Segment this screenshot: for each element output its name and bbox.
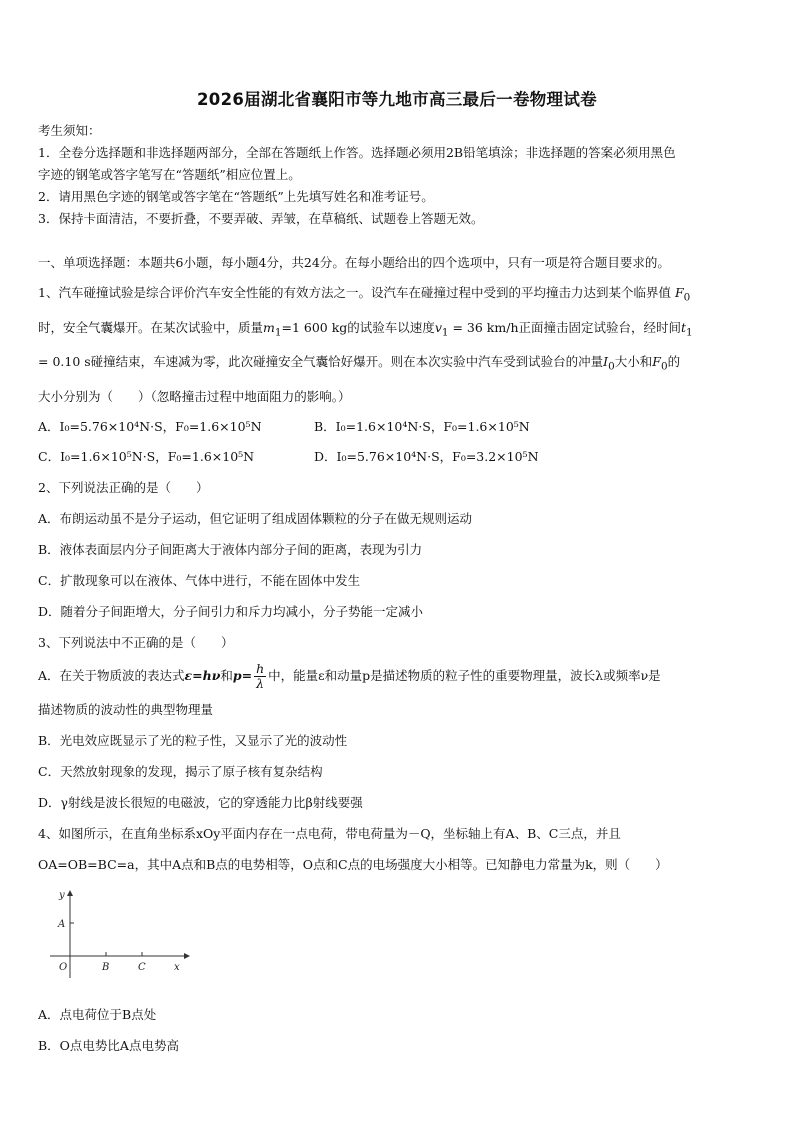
- x-axis-arrow-icon: [184, 953, 190, 959]
- q3-option-c[interactable]: C．天然放射现象的发现，揭示了原子核有复杂结构: [38, 763, 323, 779]
- notice-item-1-cont: 字迹的钢笔或答字笔写在“答题纸”相应位置上。: [38, 167, 301, 182]
- q4-option-b[interactable]: B．O点电势比A点电势高: [38, 1037, 179, 1053]
- notice-item-2: 2．请用黑色字迹的钢笔或答字笔在“答题纸”上先填写姓名和准考证号。: [38, 189, 434, 204]
- q1-options-row-1: [38, 412, 756, 442]
- q3-option-a[interactable]: A．在关于物质波的表达式ε=hν和p= $\frac{h}{\lambda}$ 中，能量ε和动量p是描述物质的粒子性的重要物理量，波长λ或频率ν是: [38, 660, 661, 691]
- q1-options-row-2: [38, 442, 756, 472]
- q1-line-4: 大小分别为（ ）（忽略撞击过程中地面阻力的影响。）: [38, 388, 351, 404]
- q1-option-a[interactable]: A．I₀=5.76×10⁴N·S，F₀=1.6×10⁵N: [38, 418, 262, 434]
- q2-stem: 2、下列说法正确的是（ ）: [38, 479, 209, 495]
- q4-line-1: 4、如图所示，在直角坐标系xOy平面内存在一点电荷，带电荷量为－Q，坐标轴上有A、B、C三点，并且: [38, 825, 621, 841]
- q3-option-b[interactable]: B．光电效应既显示了光的粒子性，又显示了光的波动性: [38, 732, 348, 748]
- label-o: O: [59, 961, 68, 973]
- label-y: y: [59, 889, 65, 901]
- label-a: A: [58, 918, 66, 930]
- section-heading: 一、单项选择题：本题共6小题，每小题4分，共24分。在每小题给出的四个选项中，只有一项是符合题目要求的。: [38, 255, 670, 270]
- coordinate-figure: [46, 886, 196, 986]
- q2-option-b[interactable]: B．液体表面层内分子间距离大于液体内部分子间的距离，表现为引力: [38, 541, 423, 557]
- q3-option-a-cont: 描述物质的波动性的典型物理量: [38, 701, 214, 717]
- q1-option-b[interactable]: B．I₀=1.6×10⁴N·S，F₀=1.6×10⁵N: [314, 418, 530, 434]
- q2-option-a[interactable]: A．布朗运动虽不是分子运动，但它证明了组成固体颗粒的分子在做无规则运动: [38, 510, 473, 526]
- q1-line-1: 1、汽车碰撞试验是综合评价汽车安全性能的有效方法之一。设汽车在碰撞过程中受到的平均撞击力达到某个临界值 $F_0$: [38, 285, 691, 304]
- page-title: 2026届湖北省襄阳市等九地市高三最后一卷物理试卷: [197, 90, 597, 109]
- question-2: [38, 472, 756, 627]
- label-b: B: [102, 961, 110, 973]
- q1-option-d[interactable]: D．I₀=5.76×10⁴N·S，F₀=3.2×10⁵N: [314, 448, 539, 464]
- q1-line-2: 时，安全气囊爆开。在某次试验中，质量$m_1=1$ 600 kg的试验车以速度$v_1 = 36$ km/h正面撞击固定试验台，经时间$t_1$: [38, 319, 693, 338]
- notice-heading: 考生须知：: [38, 123, 101, 138]
- question-3: [38, 627, 756, 818]
- label-x: x: [174, 961, 180, 973]
- fraction-h-over-lambda: $\frac{h}{\lambda}$: [256, 660, 265, 691]
- notice-block: [38, 120, 756, 230]
- q4-line-2: OA=OB=BC=a，其中A点和B点的电势相等，O点和C点的电场强度大小相等。已知静电力常量为k，则（ ）: [38, 856, 668, 872]
- q3-option-d[interactable]: D．γ射线是波长很短的电磁波，它的穿透能力比β射线要强: [38, 794, 363, 810]
- notice-item-1: 1．全卷分选择题和非选择题两部分，全部在答题纸上作答。选择题必须用2B铅笔填涂；非选择题的答案必须用黑色: [38, 145, 676, 160]
- y-axis-arrow-icon: [67, 890, 73, 896]
- q1-line-3: = 0.10 s碰撞结束，车速减为零，此次碰撞安全气囊恰好爆开。则在本次实验中汽车受到试验台的冲量$I_0$大小和$F_0$的: [38, 354, 681, 373]
- q2-option-d[interactable]: D．随着分子间距增大，分子间引力和斥力均减小，分子势能一定减小: [38, 603, 424, 619]
- q2-option-c[interactable]: C．扩散现象可以在液体、气体中进行，不能在固体中发生: [38, 572, 361, 588]
- section-1: [38, 248, 756, 1061]
- label-c: C: [138, 961, 146, 973]
- q3-stem: 3、下列说法中不正确的是（ ）: [38, 634, 234, 650]
- q4-option-a[interactable]: A．点电荷位于B点处: [38, 1006, 157, 1022]
- question-1: [38, 278, 756, 472]
- question-4: [38, 818, 756, 1061]
- notice-item-3: 3．保持卡面清洁，不要折叠，不要弄破、弄皱，在草稿纸、试题卷上答题无效。: [38, 211, 484, 226]
- q1-option-c[interactable]: C．I₀=1.6×10⁵N·S，F₀=1.6×10⁵N: [38, 448, 255, 464]
